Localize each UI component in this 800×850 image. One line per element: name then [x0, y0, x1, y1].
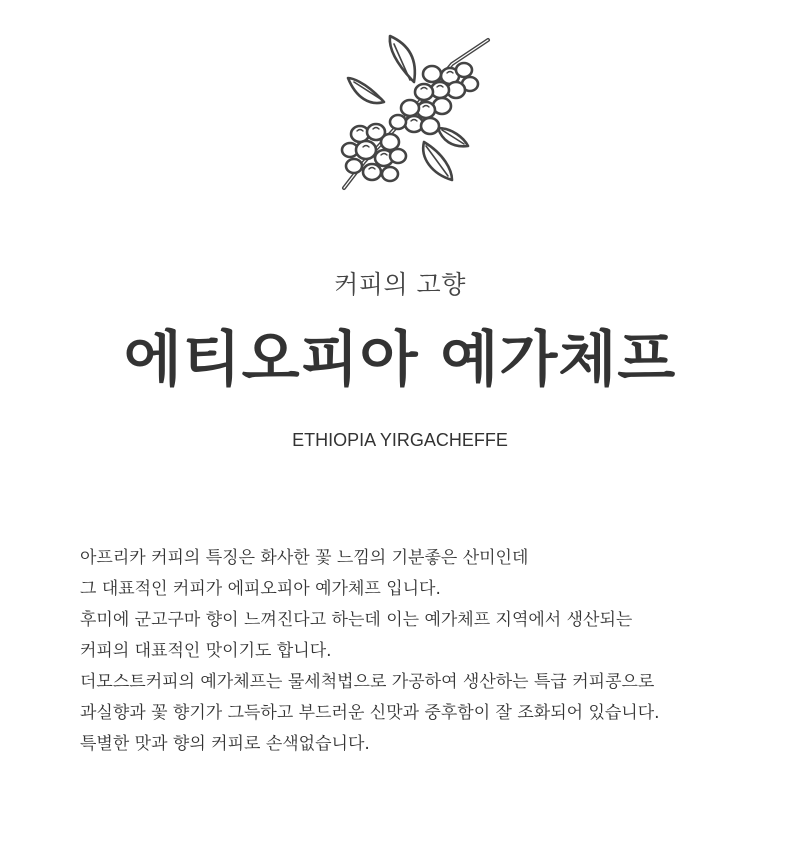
description-line: 후미에 군고구마 향이 느껴진다고 하는데 이는 예가체프 지역에서 생산되는 [80, 610, 633, 630]
description-line: 특별한 맛과 향의 커피로 손색없습니다. [80, 734, 370, 754]
description-line: 커피의 대표적인 맛이기도 합니다. [80, 641, 332, 661]
description-paragraph [80, 543, 780, 760]
section-subtitle: 커피의 고향 [334, 270, 466, 299]
description-line: 그 대표적인 커피가 에피오피아 예가체프 입니다. [80, 579, 441, 599]
coffee-branch-icon [320, 30, 500, 195]
description-line: 아프리카 커피의 특징은 화사한 꽃 느낌의 기분좋은 산미인데 [80, 548, 529, 568]
description-line: 과실향과 꽃 향기가 그득하고 부드러운 신맛과 중후함이 잘 조화되어 있습니다. [80, 703, 660, 723]
english-title: ETHIOPIA YIRGACHEFFE [292, 430, 508, 450]
description-line: 더모스트커피의 예가체프는 물세척법으로 가공하여 생산하는 특급 커피콩으로 [80, 672, 655, 692]
page-title: 에티오피아 예가체프 [123, 325, 677, 395]
